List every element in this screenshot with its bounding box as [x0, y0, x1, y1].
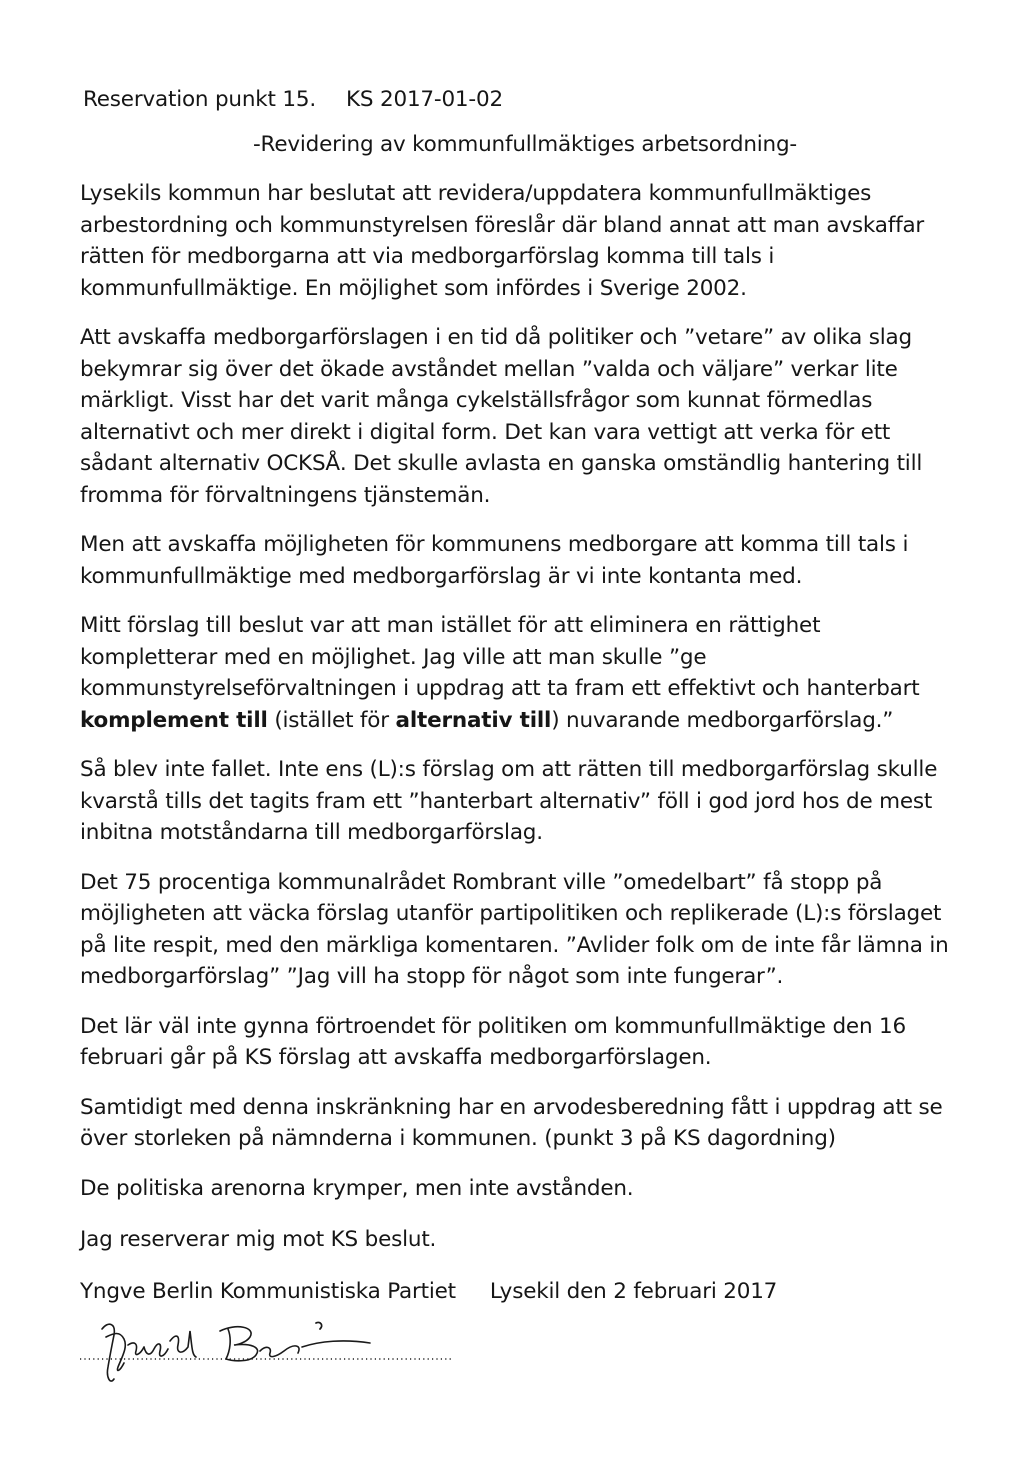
document-subtitle: -Revidering av kommunfullmäktiges arbetsordning- — [252, 131, 797, 157]
paragraph-10: Jag reserverar mig mot KS beslut. — [80, 1227, 437, 1252]
reservation-label: Reservation punkt 15. — [83, 87, 316, 112]
paragraph-8: Samtidigt med denna inskränkning har en arvodesberedning fått i uppdrag att se över storleken på nämnderna i kommunen. (punkt 3 på KS dagordning) — [80, 1094, 943, 1151]
paragraph-5: Så blev inte fallet. Inte ens (L):s förslag om att rätten till medborgarförslag skulle kvarstå tills det tagits fram ett ”hanterbart alternativ” föll i god jord hos de mest inbitna motståndarna till medborgarförslag. — [80, 757, 938, 845]
document — [80, 84, 960, 1391]
paragraph-1: Lysekils kommun har beslutat att revidera/uppdatera kommunfullmäktiges arbestordning och kommunstyrelsen föreslår där bland annat att man avskaffar rätten för medborgarna att via medborgarförslag komma till tals i kommunfullmäktige. En möjlighet som infördes i Sverige 2002. — [80, 181, 925, 301]
bold-alternativ-till: alternativ till — [395, 707, 552, 733]
signature-line — [80, 1276, 960, 1308]
signature-last-name-stroke — [220, 1327, 370, 1361]
bold-komplement-till: komplement till — [80, 707, 268, 733]
document-header — [83, 84, 960, 116]
signature-dot-stroke — [316, 1322, 322, 1329]
paragraph-4-text-a: Mitt förslag till beslut var att man istället för att eliminera en rättighet kompletterar med en möjlighet. Jag ville att man skulle ”ge kommunstyrelseförvaltningen i uppdrag att ta fram ett effektivt och hanterbart — [80, 613, 920, 701]
paragraph-4-text-b: (istället för — [267, 707, 396, 733]
signature-image — [80, 1311, 460, 1391]
paragraph-7: Det lär väl inte gynna förtroendet för politiken om kommunfullmäktige den 16 februari går på KS förslag att avskaffa medborgarförslagen. — [80, 1013, 906, 1070]
paragraph-3: Men att avskaffa möjligheten för kommunens medborgare att komma till tals i kommunfullmäktige med medborgarförslag är vi inte kontanta med. — [80, 532, 909, 589]
paragraph-4 — [80, 610, 960, 736]
paragraph-9: De politiska arenorna krymper, men inte avstånden. — [80, 1175, 634, 1201]
handwritten-signature — [80, 1311, 460, 1391]
signature-first-name-stroke — [102, 1324, 196, 1381]
paragraph-4-text-c: ) nuvarande medborgarförslag.” — [551, 707, 894, 733]
ks-reference: KS 2017-01-02 — [346, 87, 503, 112]
place-date: Lysekil den 2 februari 2017 — [489, 1278, 778, 1304]
paragraph-2: Att avskaffa medborgarförslagen i en tid då politiker och ”vetare” av olika slag bekymrar sig över det ökade avståndet mellan ”valda och väljare” verkar lite märkligt. Visst har det varit många cykelställsfrågor som kunnat förmedlas alternativt och mer direkt i digital form. Det kan vara vettigt att verka för ett sådant alternativ OCKSÅ. Det skulle avlasta en ganska omständlig hantering till fromma för förvaltningens tjänstemän. — [80, 325, 923, 508]
paragraph-6: Det 75 procentiga kommunalrådet Rombrant ville ”omedelbart” få stopp på möjligheten att väcka förslag utanför partipolitiken och replikerade (L):s förslaget på lite respit, med den märkliga komentaren. ”Avlider folk om de inte får lämna in medborgarförslag” ”Jag vill ha stopp för något som inte fungerar”. — [80, 869, 949, 989]
author-name: Yngve Berlin Kommunistiska Partiet — [80, 1278, 456, 1304]
